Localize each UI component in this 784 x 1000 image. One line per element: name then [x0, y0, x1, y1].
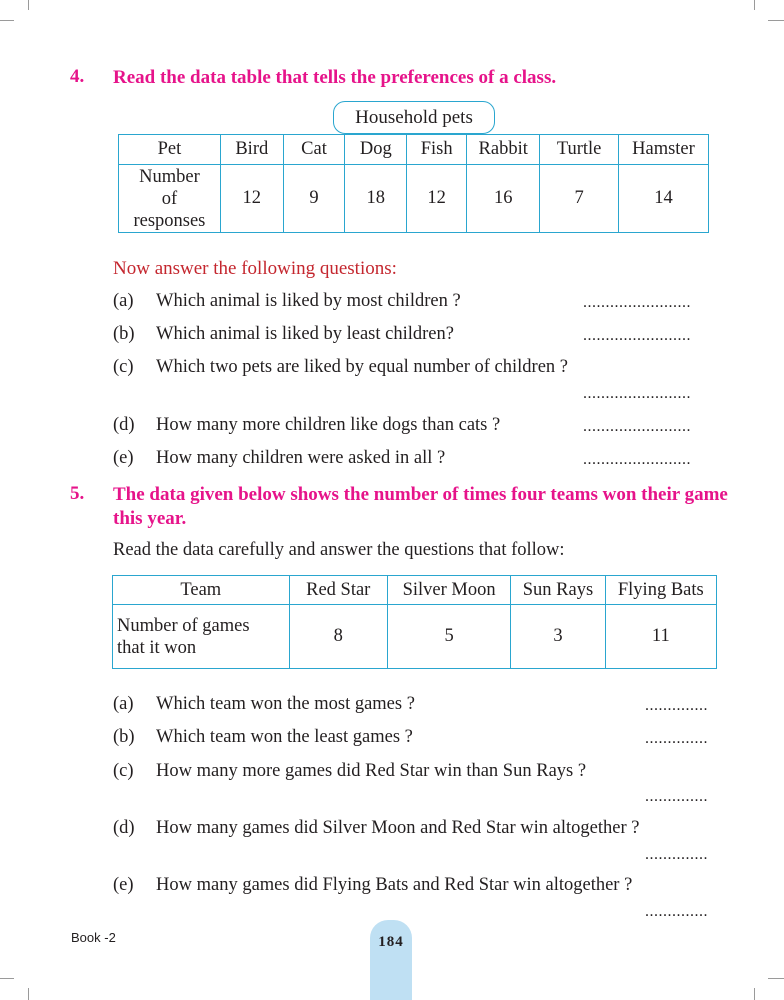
question-text: Which animal is liked by most children ? [156, 291, 461, 311]
pets-table-data-row [119, 165, 709, 233]
crop-mark [768, 20, 784, 21]
question-5-instruction: Read the data carefully and answer the questions that follow: [113, 540, 565, 560]
row-label-line: that it won [117, 637, 197, 658]
question-tag: (c) [113, 761, 134, 781]
row-label-cell [113, 605, 290, 669]
answer-blank[interactable]: ........................ [583, 294, 691, 311]
answer-blank[interactable]: .............. [645, 846, 708, 863]
crop-mark [0, 978, 14, 979]
answer-blank[interactable]: .............. [645, 903, 708, 920]
row-label-cell [119, 165, 221, 233]
table-header-cell: Silver Moon [387, 576, 510, 605]
table-header-cell: Sun Rays [511, 576, 605, 605]
question-text: How many more children like dogs than cats ? [156, 415, 501, 435]
table-header-cell: Hamster [618, 135, 708, 165]
question-tag: (a) [113, 291, 134, 311]
table-cell: 7 [540, 165, 619, 233]
question-text: Which two pets are liked by equal number of children ? [156, 357, 568, 377]
table-header-cell: Cat [283, 135, 345, 165]
question-text: Which animal is liked by least children? [156, 324, 454, 344]
table-cell: 9 [283, 165, 345, 233]
row-label-line: Number of games [117, 615, 250, 636]
crop-mark [754, 988, 755, 1000]
answer-blank[interactable]: ........................ [583, 385, 691, 402]
answer-blank[interactable]: ........................ [583, 327, 691, 344]
question-4-number: 4. [70, 66, 85, 87]
table-cell: 12 [407, 165, 467, 233]
question-tag: (a) [113, 694, 134, 714]
question-tag: (e) [113, 448, 134, 468]
table-cell: 12 [220, 165, 283, 233]
table-header-cell: Fish [407, 135, 467, 165]
table-header-cell: Rabbit [467, 135, 540, 165]
question-4-heading: Read the data table that tells the preferences of a class. [113, 67, 557, 88]
pets-table-caption: Household pets [333, 101, 495, 134]
answer-blank[interactable]: .............. [645, 788, 708, 805]
question-5-heading: The data given below shows the number of times four teams won their game this year. [113, 484, 728, 529]
answer-blank[interactable]: .............. [645, 697, 708, 714]
table-cell: 8 [289, 605, 387, 669]
question-text: How many games did Flying Bats and Red Star win altogether ? [156, 875, 633, 895]
row-label-line: Number [139, 166, 200, 187]
table-header-cell: Dog [345, 135, 407, 165]
crop-mark [754, 0, 755, 10]
table-cell: 18 [345, 165, 407, 233]
question-text: Which team won the least games ? [156, 727, 413, 747]
teams-table-header-row [113, 576, 717, 605]
question-4-instruction: Now answer the following questions: [113, 258, 397, 279]
question-tag: (d) [113, 415, 135, 435]
table-cell: 14 [618, 165, 708, 233]
row-label-line: of [161, 188, 178, 209]
table-header-cell: Pet [119, 135, 221, 165]
table-cell: 3 [511, 605, 605, 669]
page-number: 184 [378, 934, 404, 950]
table-cell: 11 [605, 605, 716, 669]
table-header-cell: Bird [220, 135, 283, 165]
book-label: Book -2 [71, 930, 116, 945]
crop-mark [768, 978, 784, 979]
answer-blank[interactable]: .............. [645, 730, 708, 747]
row-label-line: responses [133, 210, 206, 231]
pets-table-header-row [119, 135, 709, 165]
question-text: How many games did Silver Moon and Red Star win altogether ? [156, 818, 640, 838]
question-text: Which team won the most games ? [156, 694, 415, 714]
question-tag: (b) [113, 324, 135, 344]
question-5-number: 5. [70, 483, 85, 504]
crop-mark [28, 988, 29, 1000]
question-tag: (e) [113, 875, 134, 895]
answer-blank[interactable]: ........................ [583, 451, 691, 468]
pets-table [118, 134, 709, 233]
teams-table-data-row [113, 605, 717, 669]
crop-mark [28, 0, 29, 10]
question-text: How many children were asked in all ? [156, 448, 446, 468]
question-tag: (c) [113, 357, 134, 377]
table-header-cell: Red Star [289, 576, 387, 605]
table-cell: 5 [387, 605, 510, 669]
page-number-tab [370, 920, 412, 1000]
teams-table [112, 575, 717, 669]
answer-blank[interactable]: ........................ [583, 418, 691, 435]
crop-mark [0, 20, 14, 21]
table-header-cell: Team [113, 576, 290, 605]
table-cell: 16 [467, 165, 540, 233]
question-tag: (b) [113, 727, 135, 747]
question-text: How many more games did Red Star win than Sun Rays ? [156, 761, 587, 781]
table-header-cell: Flying Bats [605, 576, 716, 605]
table-header-cell: Turtle [540, 135, 619, 165]
question-tag: (d) [113, 818, 135, 838]
